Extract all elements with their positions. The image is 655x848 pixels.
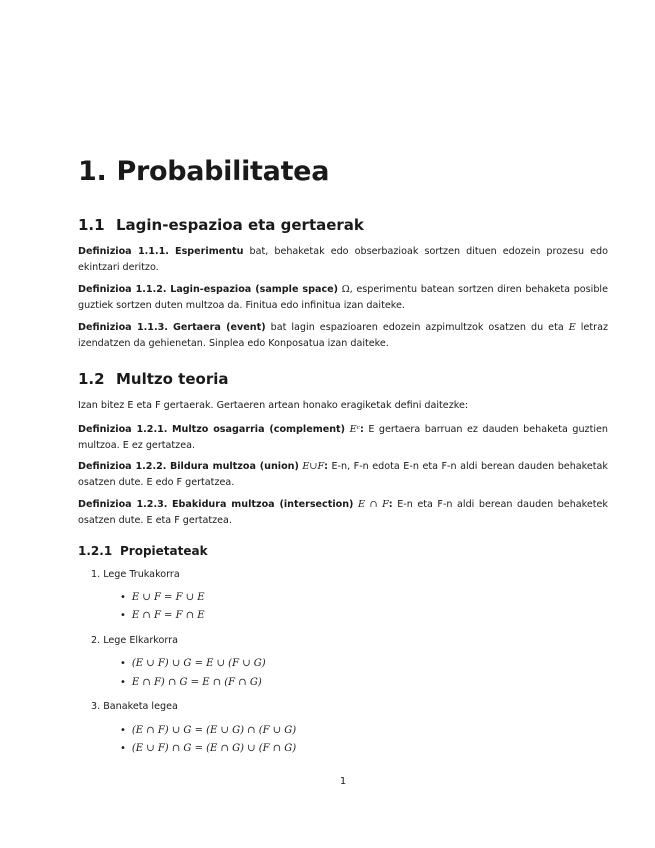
definition-term: Lagin-espazioa (sample space) (170, 284, 339, 295)
property-bullet: • E ∪ F = F ∪ E (120, 592, 205, 603)
definition-math: E ∩ F (357, 499, 389, 510)
definition-colon: : (324, 461, 328, 472)
definition-text: , esperimentu batean sortzen diren behaketa posible guztiek sortzen duten multzoa da. Finitua edo infinitua izan daiteke. (78, 284, 608, 311)
definition-term: Esperimentu (175, 246, 244, 257)
definition-text: E-n eta F-n aldi berean dauden behaketek osatzen dute. E eta F gertatzea. (78, 499, 608, 526)
definition-1-1-3 (78, 320, 608, 352)
property-item-2: 2. Lege Elkarkorra (91, 635, 178, 646)
definition-1-2-1 (78, 422, 608, 454)
definition-term: Ebakidura multzoa (intersection) (172, 499, 354, 510)
subsection-heading (78, 544, 208, 558)
chapter-number: 1. (78, 156, 107, 187)
definition-term: Bildura multzoa (union) (169, 461, 299, 472)
definition-1-2-2 (78, 459, 608, 491)
bullet-formula: E ∩ F) ∩ G = E ∩ (F ∩ G) (131, 677, 262, 688)
definition-1-2-3 (78, 497, 608, 529)
bullet-formula: (E ∩ F) ∪ G = (E ∪ G) ∩ (F ∪ G) (131, 725, 297, 736)
definition-math: E (568, 322, 576, 333)
property-bullet: • E ∩ F = F ∩ E (120, 610, 205, 621)
section-title: Lagin-espazioa eta gertaerak (116, 216, 364, 234)
definition-label: Definizioa 1.1.3. (78, 322, 168, 333)
bullet-formula: E ∩ F = F ∩ E (131, 610, 205, 621)
definition-term: Gertaera (event) (172, 322, 266, 333)
definition-math: Ω (341, 284, 350, 295)
definition-label: Definizioa 1.1.2. (78, 284, 167, 295)
property-bullet: • (E ∪ F) ∪ G = E ∪ (F ∪ G) (120, 658, 266, 669)
bullet-formula: (E ∪ F) ∪ G = E ∪ (F ∪ G) (131, 658, 266, 669)
property-bullet: • (E ∪ F) ∩ G = (E ∩ G) ∪ (F ∩ G) (120, 743, 297, 754)
chapter-title (78, 156, 329, 187)
definition-text: E gertaera barruan ez dauden behaketa guztien multzoa. E ez gertatzea. (78, 424, 609, 451)
definition-text-b: letraz izendatzen da gehienetan. Sinplea edo Konposatua izan daiteke. (78, 322, 608, 349)
definition-colon: : (359, 424, 364, 435)
definition-1-1-1 (78, 244, 608, 276)
definition-text: E-n, F-n edota E-n eta F-n aldi berean dauden behaketak osatzen dute. E edo F gertatzea. (78, 461, 608, 488)
section-heading-2 (78, 370, 229, 388)
property-bullet: • E ∩ F) ∩ G = E ∩ (F ∩ G) (120, 677, 262, 688)
section-number: 1.2 (78, 370, 105, 388)
definition-label: Definizioa 1.2.3. (78, 499, 168, 510)
page-number: 1 (339, 776, 347, 787)
subsection-number: 1.2.1 (78, 544, 113, 558)
property-bullet: • (E ∩ F) ∪ G = (E ∪ G) ∩ (F ∪ G) (120, 725, 297, 736)
definition-text-a: bat lagin espazioaren edozein azpimultzok osatzen du eta (265, 322, 569, 333)
definition-math: E∪F (302, 461, 325, 472)
bullet-formula: E ∪ F = F ∪ E (131, 592, 205, 603)
definition-term: Multzo osagarria (complement) (171, 424, 346, 435)
definition-math: Eᶜ (349, 424, 360, 435)
section-heading-1 (78, 216, 364, 234)
section-intro: Izan bitez E eta F gertaerak. Gertaeren artean honako eragiketak defini daitezke: (78, 400, 469, 411)
subsection-title: Propietateak (120, 544, 208, 558)
chapter-title-text: Probabilitatea (116, 156, 330, 187)
definition-text: bat, behaketak edo obserbazioak sortzen dituen edozein prozesu edo ekintzari deritzo. (78, 246, 609, 273)
section-title: Multzo teoria (116, 370, 229, 388)
definition-label: Definizioa 1.1.1. (78, 246, 169, 257)
definition-label: Definizioa 1.2.1. (78, 424, 168, 435)
bullet-formula: (E ∪ F) ∩ G = (E ∩ G) ∪ (F ∩ G) (131, 743, 297, 754)
property-item-1: 1. Lege Trukakorra (91, 569, 180, 580)
definition-label: Definizioa 1.2.2. (78, 461, 167, 472)
definition-1-1-2 (78, 282, 608, 314)
property-item-3: 3. Banaketa legea (91, 701, 178, 712)
definition-colon: : (388, 499, 393, 510)
section-number: 1.1 (78, 216, 105, 234)
